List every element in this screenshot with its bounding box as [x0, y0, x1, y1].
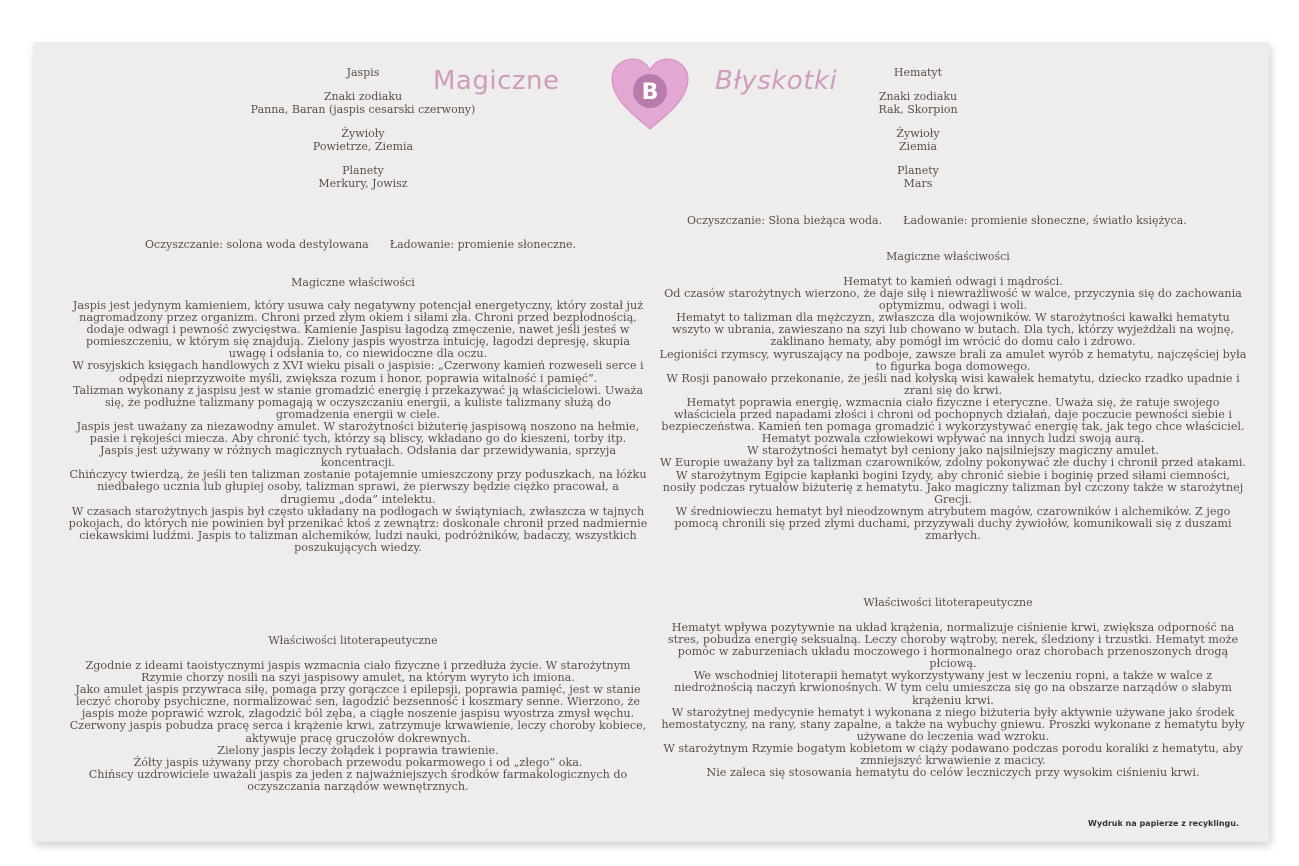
- right-elements-label: Żywioły: [896, 127, 940, 140]
- right-meta: [833, 66, 1003, 190]
- left-magic-heading: Magiczne właściwości: [291, 276, 415, 289]
- right-magic-paragraph: Hematyt poprawia energię, wzmacnia ciało fizyczne i eteryczne. Uważa się, że ratuje swojego właściciela przed napadami złości i chroni od pochopnych działań, daje poczucie pewności siebie i bezpieczeństwa. Kamień ten pomaga gromadzić i wykorzystywać energię tak, jak tego chce właściciel. Hematyt pozwala człowiekowi wpływać na innych ludzi swoją aurą.: [661, 395, 1245, 446]
- left-magic-paragraph: Chińczycy twierdzą, że jeśli ten talizman zostanie potajemnie umieszczony przy poduszkach, na łóżku niedbałego ucznia lub głupiej osoby, talizman sprawi, że pierwszy będzie ciężko pracował, a drugiemu „doda” intelektu.: [69, 468, 647, 506]
- right-charging: Ładowanie: promienie słoneczne, światło księżyca.: [903, 214, 1187, 227]
- left-meta: [183, 66, 543, 190]
- right-lito-paragraph: W starożytnej medycynie hematyt i wykonana z niego biżuteria były aktywnie używane jako środek hemostatyczny, na rany, stany zapalne, a także na wybuchy gniewu. Proszki wykonane z hematytu były używane do leczenia wad wzroku.: [661, 705, 1245, 743]
- left-lito-paragraph: Chińscy uzdrowiciele uważali jaspis za jeden z najważniejszych środków farmakologicznych do oczyszczania narządów wewnętrznych.: [88, 767, 628, 793]
- right-lito-paragraph: Nie zaleca się stosowania hematytu do celów leczniczych przy wysokim ciśnieniu krwi.: [706, 766, 1200, 780]
- brand-word-right: Błyskotki: [715, 66, 838, 96]
- right-cleansing-line: [687, 214, 1187, 227]
- right-magic-paragraph: W średniowieczu hematyt był nieodzownym atrybutem magów, czarowników i alchemików. Z jego pomocą chronili się przed złymi duchami, przyzywali duchy żywiołów, komunikowali się z duszami zmarłych.: [674, 504, 1232, 542]
- left-lito-text: [68, 660, 648, 793]
- right-lito-heading: Właściwości litoterapeutyczne: [863, 596, 1033, 609]
- right-magic-paragraph: W Rosji panowało przekonanie, że jeśli nad kołyską wisi kawałek hematytu, dziecko rzadko upadnie i zrani się do krwi.: [666, 371, 1240, 397]
- right-magic-paragraph: Legioniści rzymscy, wyruszający na podboje, zawsze brali za amulet wyrób z hematytu, najczęściej była to figurka boga domowego.: [659, 347, 1247, 373]
- left-lito-paragraph: Zgodnie z ideami taoistycznymi jaspis wzmacnia ciało fizyczne i przedłuża życie. W starożytnym Rzymie chorzy nosili na szyi jaspisowy amulet, na którym wyryto ich imiona.: [85, 659, 631, 685]
- right-magic-paragraph: Hematyt to kamień odwagi i mądrości.: [843, 275, 1063, 288]
- left-zodiac-label: Znaki zodiaku: [323, 90, 403, 103]
- right-magic-text: [658, 276, 1248, 542]
- left-magic-paragraph: W czasach starożytnych jaspis był często układany na podłogach w świątyniach, zwłaszcza w tajnych pokojach, do których nie powinien był przenikać ktoś z zewnątrz: doskonale chronił przed nadmiernie ciekawskimi ludźmi. Jaspis to talizman alchemików, ludzi nauki, podróżników, badaczy, wszystkich poszukujących wiedzy.: [68, 504, 648, 554]
- left-elements-label: Żywioły: [341, 127, 385, 140]
- left-cleansing: Oczyszczanie: solona woda destylowana: [145, 238, 369, 251]
- brand-word-left: Magiczne: [433, 66, 560, 96]
- left-magic-paragraph: W rosyjskich księgach handlowych z XVI wieku pisali o jaspisie: „Czerwony kamień rozweseli serce i odpędzi nieprzyzwoite myśli, zwiększa rozum i honor, poprawia witalność i pamięć”.: [72, 359, 644, 385]
- right-magic-paragraph: W starożytnym Egipcie kapłanki bogini Izydy, aby chronić siebie i boginię przed siłami ciemności, nosiły podczas rytuałów biżuterię z hematytu. Jako magiczny talizman był czczony także w starożytnej Grecji.: [662, 468, 1244, 506]
- right-magic-heading: Magiczne właściwości: [886, 250, 1010, 263]
- left-magic-paragraph: Jaspis jest jedynym kamieniem, który usuwa cały negatywny potencjał energetyczny, który został już nagromadzony przez organizm. Chroni przed złym okiem i siłami zła. Chroni przed bezpłodnością, dodaje odwagi i pewność zwycięstwa. Kamienie Jaspisu łagodzą zmęczenie, nawet jeśli jesteś w pomieszczeniu, w którym się znajdują. Zielony jaspis wyostrza intuicję, łagodzi depresję, skupia uwagę i odsłania to, co niewidoczne dla oczu.: [72, 299, 644, 361]
- right-magic-paragraph: Od czasów starożytnych wierzono, że daje siłę i niewrażliwość w walce, przyczynia się do zachowania optymizmu, odwagi i woli.: [664, 287, 1242, 313]
- left-lito-heading: Właściwości litoterapeutyczne: [268, 634, 438, 647]
- right-magic-paragraph: Hematyt to talizman dla mężczyzn, zwłaszcza dla wojowników. W starożytności kawałki hematytu wszyto w ubrania, zawieszano na szyi lub chowano w butach. Dla tych, którzy wyjeżdżali na wojnę, zaklinano hematy, aby pomógł im wrócić do domu cało i zdrowo.: [672, 311, 1234, 349]
- right-elements-value: Ziemia: [898, 140, 938, 153]
- right-magic-paragraph: W Europie uważany był za talizman czarowników, zdolny pokonywać złe duchy i chronił przed atakami.: [659, 456, 1246, 470]
- left-zodiac-value: Panna, Baran (jaspis cesarski czerwony): [250, 103, 476, 116]
- left-cleansing-line: [145, 238, 576, 251]
- left-elements-value: Powietrze, Ziemia: [312, 140, 414, 153]
- right-planets-label: Planety: [897, 164, 939, 177]
- right-zodiac-value: Rak, Skorpion: [878, 103, 958, 116]
- left-lito-paragraph: Czerwony jaspis pobudza pracę serca i krążenie krwi, zatrzymuje krwawienie, leczy choroby kobiece, aktywuje pracę gruczołów dokrewnych.: [69, 719, 647, 745]
- right-stone-name: Hematyt: [893, 66, 943, 79]
- right-magic-paragraph: W starożytności hematyt był ceniony jako najsilniejszy magiczny amulet.: [747, 444, 1159, 458]
- recycled-paper-note: Wydruk na papierze z recyklingu.: [1088, 819, 1239, 828]
- right-lito-paragraph: W starożytnym Rzymie bogatym kobietom w ciąży podawano podczas porodu koraliki z hematytu, aby zmniejszyć krwawienie z macicy.: [663, 741, 1243, 768]
- info-card: [33, 42, 1269, 842]
- right-lito-text: [658, 622, 1248, 779]
- brand-letter: B: [641, 80, 659, 105]
- right-planets-value: Mars: [903, 177, 933, 190]
- left-charging: Ładowanie: promienie słoneczne.: [389, 238, 577, 251]
- right-lito-paragraph: Hematyt wpływa pozytywnie na układ krążenia, normalizuje ciśnienie krwi, zwiększa odporność na stres, pobudza energię seksualną. Leczy choroby wątroby, nerek, śledziony i trzustki. Hematyt może pomóc w zaburzeniach układu moczowego i hormonalnego oraz chorobach przenoszonych drogą płciową.: [667, 621, 1239, 671]
- left-magic-text: [68, 300, 648, 554]
- left-stone-name: Jaspis: [346, 66, 380, 79]
- heart-logo-icon: [608, 55, 692, 131]
- left-lito-paragraph: Zielony jaspis leczy żołądek i poprawia trawienie.: [217, 743, 499, 757]
- left-lito-paragraph: Jako amulet jaspis przywraca siłę, pomaga przy gorączce i epilepsji, poprawia pamięć, jest w stanie leczyć choroby psychiczne, normalizować sen, łagodzić bezsenność i koszmary senne. Wierzono, że jaspis może poprawić wzrok, złagodzić ból zęba, a ciągłe noszenie jaspisu wyostrza zmysł węchu.: [75, 683, 641, 721]
- left-magic-paragraph: Jaspis jest używany w różnych magicznych rytuałach. Odsłania dar przewidywania, sprzyja koncentracji.: [99, 444, 617, 470]
- right-lito-paragraph: We wschodniej litoterapii hematyt wykorzystywany jest w leczeniu ropni, a także w walce z niedrożnością naczyń krwionośnych. W tym celu umieszcza się go na obszarze narządów o słabym krążeniu krwi.: [674, 669, 1232, 707]
- left-planets-value: Merkury, Jowisz: [318, 177, 408, 190]
- left-magic-paragraph: Jaspis jest uważany za niezawodny amulet. W starożytności biżuterię jaspisową noszono na hełmie, pasie i rękojeści miecza. Aby chronić tych, którzy są bliscy, wkładano go do kieszeni, torby itp.: [76, 419, 640, 446]
- right-zodiac-label: Znaki zodiaku: [878, 90, 958, 103]
- left-planets-label: Planety: [342, 164, 384, 177]
- right-cleansing: Oczyszczanie: Słona bieżąca woda.: [687, 214, 883, 227]
- left-magic-paragraph: Talizman wykonany z jaspisu jest w stanie gromadzić energię i przekazywać ją właścicielowi. Uważa się, że podłużne talizmany pomagają w oczyszczaniu energii, a kuliste talizmany służą do gromadzenia energii w ciele.: [72, 383, 644, 421]
- left-lito-paragraph: Żółty jaspis używany przy chorobach przewodu pokarmowego i od „złego” oka.: [133, 755, 583, 769]
